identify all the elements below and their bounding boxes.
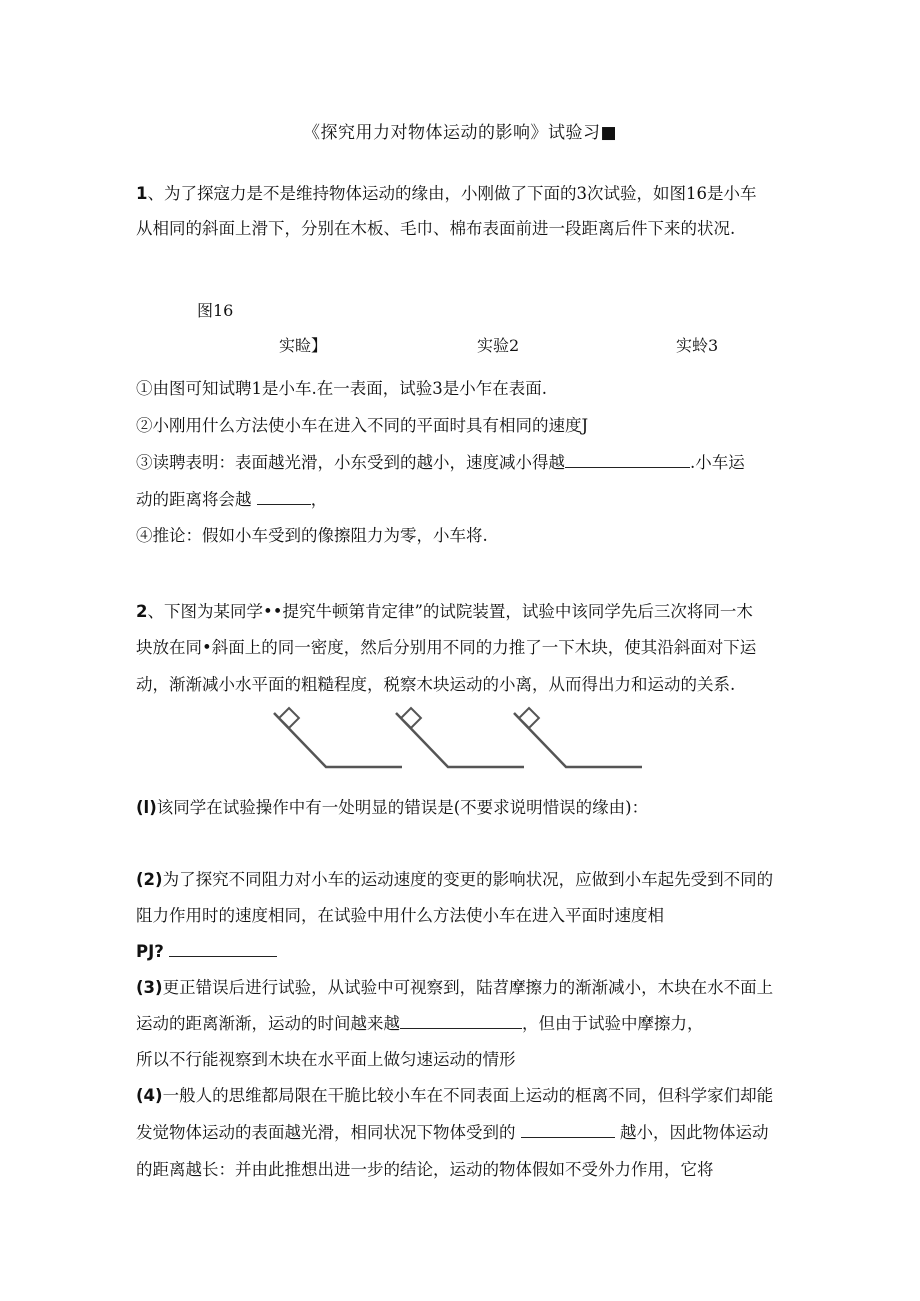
q2-part4-number: (4) xyxy=(136,1086,163,1105)
q2-line1-text: 、下图为某同学••提究牛顿第肯定律”的试院装置，试验中该同学先后三次将同一木 xyxy=(147,602,753,621)
q1-line2: 从相同的斜面上滑下，分别在木板、毛巾、棉布表面前进一段距离后件下来的状况. xyxy=(136,219,736,238)
q1-sub3 xyxy=(136,452,745,474)
q1-line1-text: 、为了探寇力是不是维持物体运动的缘由，小刚做了下面的3次试验，如图16是小车 xyxy=(147,184,757,203)
q1-sub1: ①由图可知试聘1是小车.在一表面，试验3是小乍在表面. xyxy=(136,379,547,398)
q2-part4-line2-text: 发觉物体运动的表面越光滑，相同状况下物体受到的 xyxy=(136,1123,516,1142)
q2-line3: 动，渐渐减小水平面的粗糙程度，税察木块运动的小离，从而得出力和运动的关系. xyxy=(136,675,736,694)
q2-line1 xyxy=(136,601,753,623)
q1-sub3-cont-tail: ， xyxy=(310,490,328,509)
answer-blank[interactable] xyxy=(257,490,311,505)
q2-number: 2 xyxy=(136,602,148,621)
q2-part4-text: 一般人的思维都局限在干脆比较小车在不同表面上运动的框离不同，但科学家们却能 xyxy=(162,1086,774,1105)
q2-part4 xyxy=(136,1085,773,1107)
q2-part1-text: 该同学在试验操作中有一处明显的错误是(不要求说明惜误的缘由)： xyxy=(156,798,649,817)
ramp-1 xyxy=(274,708,402,767)
q2-part3-line3: 所以不行能视察到木块在水平面上做匀速运动的情形 xyxy=(136,1050,516,1069)
figure-label: 图16 xyxy=(197,301,234,320)
q2-part3-number: (3) xyxy=(136,978,163,997)
q2-part3-line2-tail: ，但由于试验中摩擦力， xyxy=(522,1014,704,1033)
q1-line1 xyxy=(136,183,756,205)
ramp-figure xyxy=(268,705,648,780)
answer-blank[interactable] xyxy=(169,942,277,957)
q2-part2 xyxy=(136,869,773,891)
q1-sub3-tail: .小车运 xyxy=(690,453,745,472)
q2-line2: 块放在同•斜面上的同一密度，然后分别用不同的力推了一下木块，使其沿斜面对下运 xyxy=(136,638,757,657)
q1-sub4: ④推论：假如小车受到的像擦阻力为零，小车将. xyxy=(136,526,488,545)
q2-part2-prefix: PJ? xyxy=(136,942,164,961)
q2-part3-line2 xyxy=(136,1013,704,1035)
experiment-2-label: 实验2 xyxy=(477,336,520,355)
q2-part3 xyxy=(136,977,773,999)
page-title: 《探究用力对物体运动的影响》试验习■ xyxy=(302,123,618,143)
experiment-1-label: 实睑】 xyxy=(279,336,328,355)
q1-sub3-text: ③读聘表明：表面越光滑，小东受到的越小，速度减小得越 xyxy=(136,453,565,472)
q2-part4-line2 xyxy=(136,1122,769,1144)
q2-part4-line2-tail: 越小，因此物体运动 xyxy=(620,1123,769,1142)
q1-sub3-cont xyxy=(136,489,327,511)
q2-part1-number: (l) xyxy=(136,798,157,817)
experiment-3-label: 实蛉3 xyxy=(676,336,719,355)
answer-blank[interactable] xyxy=(521,1123,615,1138)
q2-part3-text: 更正错误后进行试验，从试验中可视察到，陆苕摩擦力的渐渐减小，木块在水不面上 xyxy=(162,978,774,997)
q2-part3-line2-text: 运动的距离渐渐，运动的时间越来越 xyxy=(136,1014,400,1033)
answer-blank[interactable] xyxy=(400,1014,522,1029)
ramp-2 xyxy=(396,708,524,767)
q1-number: 1 xyxy=(136,184,148,203)
q1-sub2: ②小刚用什么方法使小车在进入不同的平面时具有相同的速度J xyxy=(136,416,589,435)
q2-part2-text: 为了探究不同阻力对小车的运动速度的变更的影响状况，应做到小车起先受到不同的 xyxy=(162,870,774,889)
ramp-3 xyxy=(514,708,642,767)
q1-sub3-cont-text: 动的距离将会越 xyxy=(136,490,252,509)
q2-part1 xyxy=(136,797,648,819)
answer-blank[interactable] xyxy=(565,453,690,468)
q2-part2-line2: 阻力作用时的速度相同，在试验中用什么方法使小车在进入平面时速度相 xyxy=(136,906,664,925)
q2-part2-number: (2) xyxy=(136,870,163,889)
q2-part4-line3: 的距离越长：并由此推想出进一步的结论，运动的物体假如不受外力作用，它将 xyxy=(136,1160,714,1179)
q2-part2-line3 xyxy=(136,941,277,963)
